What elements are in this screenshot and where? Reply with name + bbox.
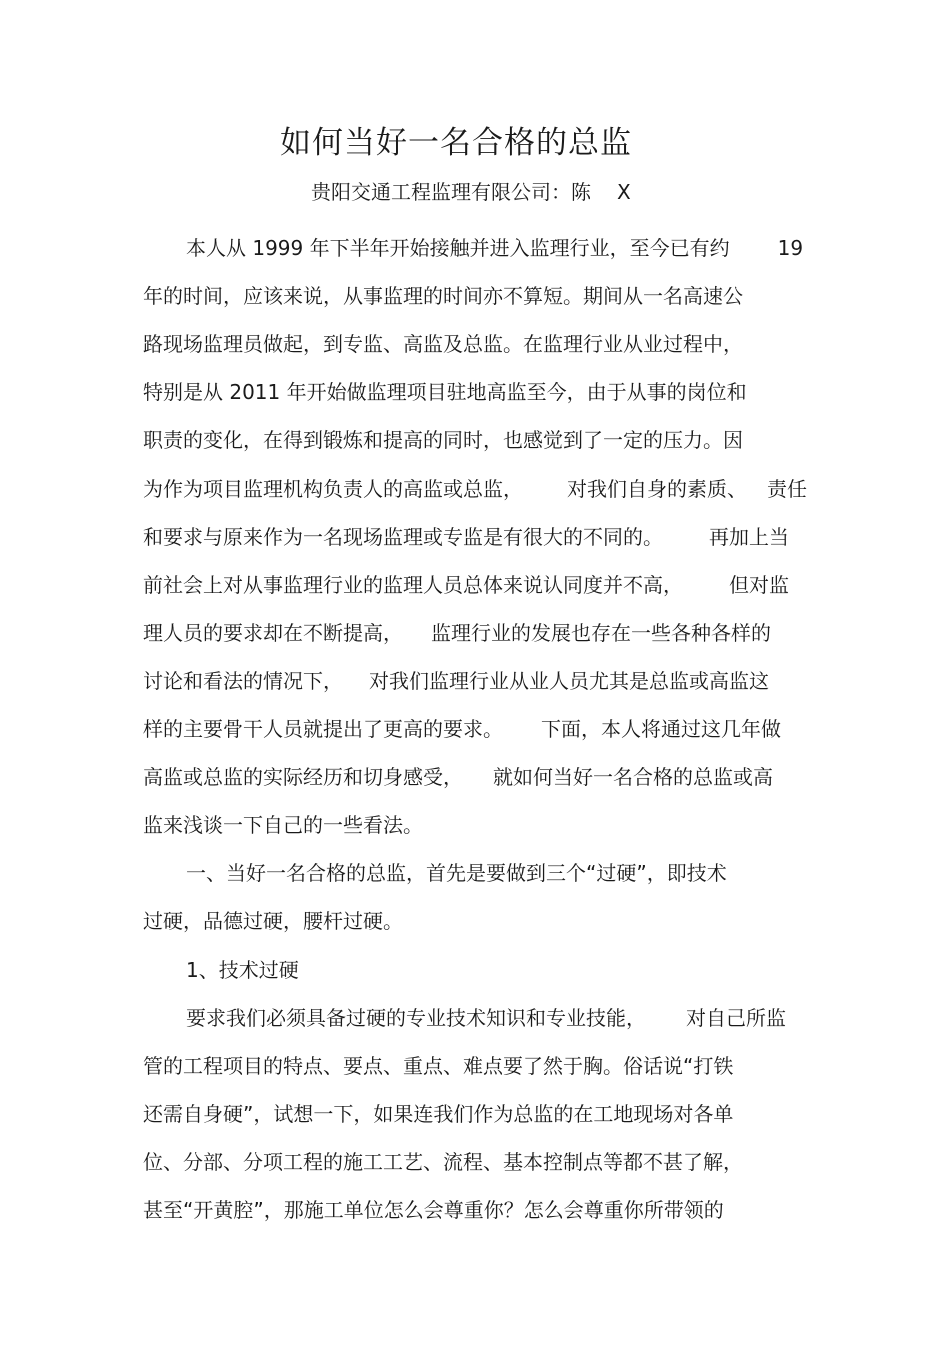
body-text: 年的时间，应该来说，从事监理的时间亦不算短。期间从一名高速公 <box>143 284 743 309</box>
body-line <box>143 328 743 360</box>
body-text: 前社会上对从事监理行业的监理人员总体来说认同度并不高， <box>143 572 683 597</box>
body-text: 为作为项目监理机构负责人的高监或总监， <box>143 476 523 501</box>
body-text: 特别是从 2011 年开始做监理项目驻地高监至今，由于从事的岗位和 <box>143 380 747 405</box>
body-line <box>143 713 781 745</box>
body-line <box>143 1146 743 1178</box>
body-line <box>143 1194 724 1226</box>
body-text: 下面，本人将通过这几年做 <box>541 717 781 741</box>
document-author <box>311 176 631 208</box>
document-title: 如何当好一名合格的总监 <box>280 125 632 161</box>
author-name-x: X <box>617 180 631 204</box>
body-text: 责任 <box>767 476 807 501</box>
body-line <box>143 809 423 841</box>
body-line <box>143 424 743 456</box>
body-text: 要求我们必须具备过硬的专业技术知识和专业技能， <box>186 1005 646 1030</box>
body-line <box>143 569 789 601</box>
body-text: 甚至“开黄腔”，那施工单位怎么会尊重你？怎么会尊重你所带领的 <box>143 1198 724 1222</box>
body-line <box>186 232 803 264</box>
body-line <box>143 905 403 937</box>
body-text: 职责的变化，在得到锻炼和提高的同时，也感觉到了一定的压力。因 <box>143 428 743 453</box>
body-text: 理人员的要求却在不断提高， <box>143 620 403 645</box>
body-text: 对自己所监 <box>686 1005 786 1030</box>
body-text: 一、当好一名合格的总监，首先是要做到三个“过硬”，即技术 <box>186 861 727 886</box>
body-line <box>143 280 743 312</box>
body-text: 讨论和看法的情况下， <box>143 668 343 693</box>
body-text: 19 <box>777 236 804 260</box>
body-text: 管的工程项目的特点、要点、重点、难点要了然于胸。俗话说“打铁 <box>143 1053 734 1078</box>
body-text: 但对监 <box>729 572 789 597</box>
body-line <box>143 376 747 408</box>
body-line <box>143 665 769 697</box>
body-text: 高监或总监的实际经历和切身感受， <box>143 765 463 790</box>
body-text: 监来浅谈一下自己的一些看法。 <box>143 813 423 838</box>
body-text: 样的主要骨干人员就提出了更高的要求。 <box>143 717 503 741</box>
body-text: 路现场监理员做起，到专监、高监及总监。在监理行业从业过程中， <box>143 332 743 357</box>
body-line <box>186 954 299 986</box>
body-line <box>143 1098 733 1130</box>
body-line <box>143 761 773 793</box>
body-text: 和要求与原来作为一名现场监理或专监是有很大的不同的。 <box>143 524 663 549</box>
body-text: 位、分部、分项工程的施工工艺、流程、基本控制点等都不甚了解， <box>143 1149 743 1174</box>
body-text: 再加上当 <box>709 524 789 549</box>
body-line <box>143 1050 733 1082</box>
body-text: 就如何当好一名合格的总监或高 <box>493 765 773 790</box>
body-line <box>143 617 771 649</box>
body-text: 监理行业的发展也存在一些各种各样的 <box>431 620 771 645</box>
body-line <box>143 521 789 553</box>
body-text: 过硬，品德过硬，腰杆过硬。 <box>143 909 403 934</box>
body-text: 本人从 1999 年下半年开始接触并进入监理行业，至今已有约 <box>186 236 730 260</box>
body-line <box>143 473 807 505</box>
body-line <box>186 1002 786 1034</box>
author-organization: 贵阳交通工程监理有限公司：陈 <box>311 180 591 204</box>
body-text: 对我们监理行业从业人员尤其是总监或高监这 <box>369 668 769 693</box>
body-line <box>186 857 727 889</box>
body-text: 1、技术过硬 <box>186 957 299 982</box>
body-text: 对我们自身的素质、 <box>567 476 747 501</box>
body-text: 还需自身硬”，试想一下，如果连我们作为总监的在工地现场对各单 <box>143 1101 734 1126</box>
